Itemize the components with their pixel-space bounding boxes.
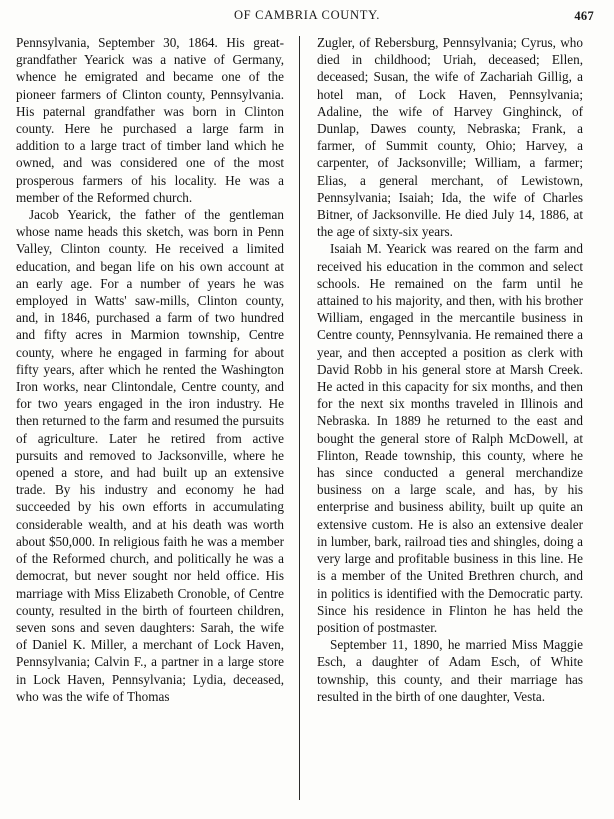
page-number: 467: [574, 9, 594, 23]
column-divider-rule: [299, 36, 300, 800]
left-column: [16, 34, 294, 804]
paragraph: September 11, 1890, he married Miss Maggie Esch, a daughter of Adam Esch, of White township, this county, and their marriage has resulted in the birth of one daughter, Vesta.: [317, 637, 583, 704]
running-head: OF CAMBRIA COUNTY.: [233, 8, 381, 22]
two-column-body: [16, 34, 598, 804]
paragraph: Isaiah M. Yearick was reared on the farm and received his education in the common and select schools. He remained on the farm until he attained to his majority, and then, with his brother William, engaged in the mercantile business in Centre county, Pennsylvania. He remained there a year, and then accepted a position as clerk with David Robb in his general store at Marsh Creek. He acted in this capacity for six months, and then for the next six months traveled in Illinois and Nebraska. In 1889 he returned to the east and bought the general store of Ralph McDowell, at Flinton, Reade township, this county, where he has since conducted a general merchandize business on a large scale, and has, by his enterprise and business ability, built up quite an extensive custom. He is also an extensive dealer in lumber, bark, railroad ties and shingles, doing a very large and profitable business in this line. He is a member of the United Brethren church, and in politics is identified with the Democratic party. Since his residence in Flinton he has held the position of postmaster.: [317, 241, 583, 635]
paragraph: Zugler, of Rebersburg, Pennsylvania; Cyrus, who died in childhood; Uriah, deceased; Ellen, deceased; Susan, the wife of Zachariah Gillig, a hotel man, of Lock Haven, Pennsylvania; Adaline, the wife of Harvey Ginghinck, of Dunlap, Dawes county, Nebraska; Frank, a farmer, of Summit county, Ohio; Harvey, a carpenter, of Jacksonville; William, a farmer; Elias, a general merchant, of Lewistown, Pennsylvania; Isaiah; Ida, the wife of Charles Bitner, of Jacksonville. He died July 14, 1886, at the age of sixty-six years.: [317, 35, 583, 240]
right-column: [305, 34, 583, 804]
paragraph: Pennsylvania, September 30, 1864. His great-grandfather Yearick was a native of Germany, whence he emigrated and became one of the pioneer farmers of Clinton county, Pennsylvania. His paternal grandfather was born in Clinton county. Here he purchased a large farm in addition to a large tract of timber land which he owned, and was considered one of the most prosperous farmers of his locality. He was a member of the Reformed church.: [16, 35, 284, 205]
paragraph: Jacob Yearick, the father of the gentleman whose name heads this sketch, was born in Penn Valley, Clinton county. He received a limited education, and began life on his own account at an early age. For a number of years he was employed in Watts' saw-mills, Clinton county, and, in 1846, purchased a farm of two hundred and fifty acres in Marmion township, Centre county, where he engaged in farming for about fifty years, after which he rented the Washington Iron works, near Clintondale, Centre county, and for two years engaged in the iron industry. He then returned to the farm and resumed the pursuits of agriculture. Later he retired from active pursuits and removed to Jacksonville, where he opened a store, and had built up an extensive trade. By his industry and economy he had succeeded by his own efforts in accumulating considerable wealth, and at his death was worth about $50,000. In religious faith he was a member of the Reformed church, and politically he was a democrat, but never sought nor held office. His marriage with Miss Elizabeth Cronoble, of Centre county, resulted in the birth of fourteen children, seven sons and seven daughters: Sarah, the wife of Daniel K. Miller, a merchant of Lock Haven, Pennsylvania; Calvin F., a partner in a large store in Lock Haven, Pennsylvania; Lydia, deceased, who was the wife of Thomas: [16, 207, 284, 704]
page-header: [16, 8, 598, 28]
